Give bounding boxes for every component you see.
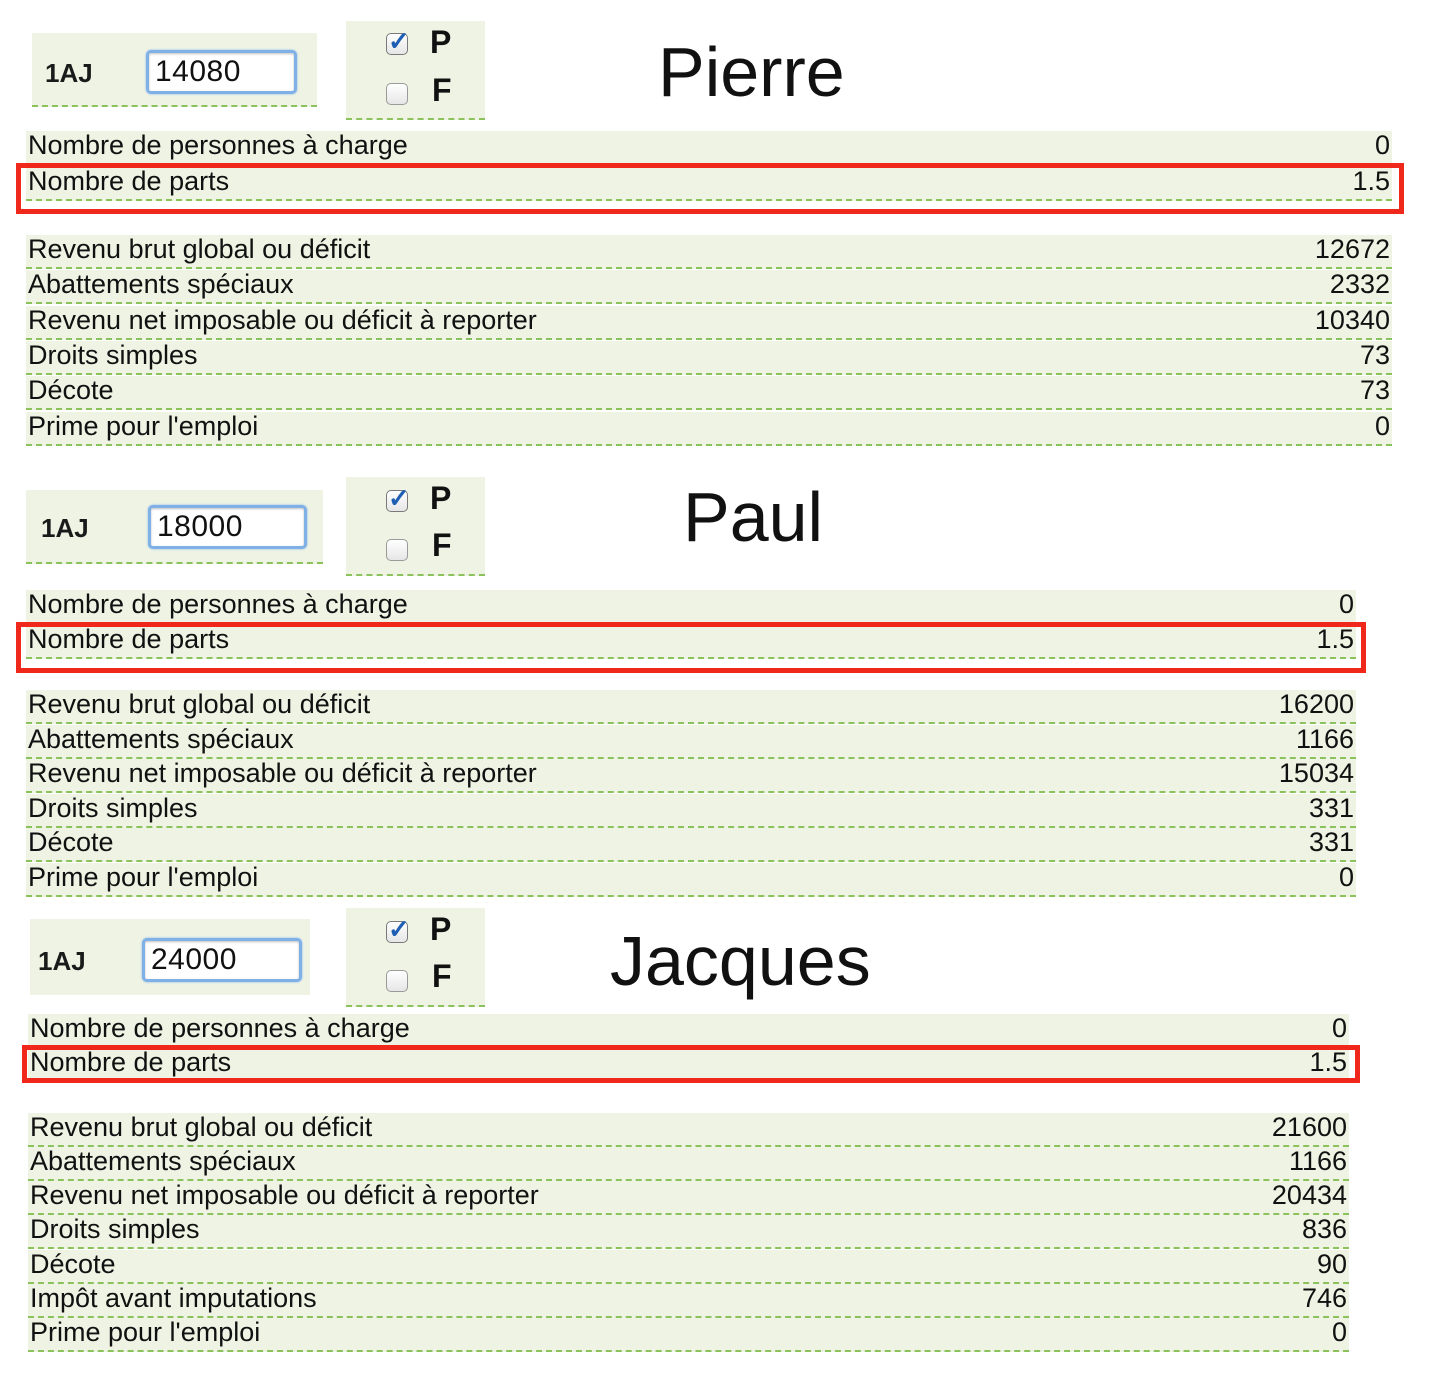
option-p-label: P <box>430 24 452 60</box>
row-label: Impôt avant imputations <box>30 1283 317 1313</box>
row-value: 16200 <box>1278 689 1354 719</box>
row-label: Droits simples <box>30 1214 200 1244</box>
sex-selector <box>346 477 485 576</box>
income-input-1aj[interactable] <box>146 50 297 94</box>
row-label: Droits simples <box>28 340 198 370</box>
row-prime-emploi <box>26 412 1392 446</box>
row-label: Nombre de parts <box>28 166 230 196</box>
row-personnes-a-charge <box>26 590 1356 624</box>
box-code-label: 1AJ <box>45 58 93 88</box>
row-abattements <box>28 1147 1349 1181</box>
checkbox-f[interactable] <box>386 970 408 992</box>
row-label: Revenu net imposable ou déficit à reporter <box>30 1180 539 1210</box>
row-impot-avant-imputations <box>28 1284 1349 1318</box>
row-value: 746 <box>1301 1283 1347 1313</box>
row-value: 836 <box>1301 1214 1347 1244</box>
income-input-1aj[interactable] <box>142 938 302 982</box>
row-prime-emploi <box>26 863 1356 897</box>
row-label: Décote <box>30 1249 116 1279</box>
row-value: 10340 <box>1314 305 1390 335</box>
income-box-1aj <box>32 33 317 107</box>
row-personnes-a-charge <box>26 131 1392 165</box>
row-value: 0 <box>1338 589 1354 619</box>
row-label: Décote <box>28 375 114 405</box>
row-revenu-brut <box>28 1113 1349 1147</box>
person-name: Paul <box>683 478 824 556</box>
row-label: Nombre de personnes à charge <box>30 1013 410 1043</box>
checkbox-f[interactable] <box>386 83 408 105</box>
row-value: 1.5 <box>1316 624 1354 654</box>
income-box-1aj <box>30 919 310 995</box>
checkbox-p[interactable] <box>386 26 410 56</box>
row-abattements <box>26 270 1392 304</box>
row-label: Abattements spéciaux <box>30 1146 296 1176</box>
row-value: 1166 <box>1288 1146 1347 1176</box>
row-label: Droits simples <box>28 793 198 823</box>
row-value: 0 <box>1331 1317 1347 1347</box>
income-box-1aj <box>26 490 323 564</box>
row-label: Prime pour l'emploi <box>28 411 259 441</box>
row-revenu-net <box>26 759 1356 793</box>
highlight-box <box>22 1045 1360 1083</box>
option-f-label: F <box>432 958 452 994</box>
checkbox-p[interactable] <box>386 914 410 944</box>
row-prime-emploi <box>28 1318 1349 1352</box>
check-icon: ✓ <box>388 483 410 513</box>
box-code-label: 1AJ <box>38 946 86 976</box>
check-icon: ✓ <box>388 914 410 944</box>
row-label: Abattements spéciaux <box>28 269 294 299</box>
person-name: Jacques <box>610 922 871 1000</box>
sex-selector <box>346 21 485 120</box>
checkbox-f[interactable] <box>386 539 408 561</box>
row-revenu-brut <box>26 690 1356 724</box>
row-label: Revenu brut global ou déficit <box>28 234 371 264</box>
row-label: Nombre de parts <box>30 1047 232 1077</box>
row-value: 0 <box>1338 862 1354 892</box>
row-value: 2332 <box>1329 269 1390 299</box>
row-revenu-brut <box>26 235 1392 269</box>
checkbox-p[interactable] <box>386 483 410 513</box>
person-name: Pierre <box>658 33 845 111</box>
sex-selector <box>346 908 485 1007</box>
row-decote <box>28 1250 1349 1284</box>
row-value: 1.5 <box>1352 166 1390 196</box>
row-value: 1166 <box>1295 724 1354 754</box>
income-input-1aj[interactable] <box>148 505 307 549</box>
row-personnes-a-charge <box>28 1014 1349 1048</box>
row-value: 12672 <box>1314 234 1390 264</box>
row-value: 15034 <box>1278 758 1354 788</box>
row-value: 20434 <box>1271 1180 1347 1210</box>
row-decote <box>26 376 1392 410</box>
row-value: 1.5 <box>1309 1047 1347 1077</box>
row-decote <box>26 828 1356 862</box>
check-icon: ✓ <box>388 26 410 56</box>
row-label: Revenu net imposable ou déficit à reporter <box>28 305 537 335</box>
highlight-box <box>16 622 1366 673</box>
row-abattements <box>26 725 1356 759</box>
option-p-label: P <box>430 911 452 947</box>
row-label: Revenu brut global ou déficit <box>28 689 371 719</box>
row-value: 331 <box>1308 827 1354 857</box>
box-code-label: 1AJ <box>41 513 89 543</box>
row-label: Nombre de personnes à charge <box>28 130 408 160</box>
row-value: 90 <box>1316 1249 1347 1279</box>
option-f-label: F <box>432 72 452 108</box>
row-droits-simples <box>26 341 1392 375</box>
row-label: Nombre de parts <box>28 624 230 654</box>
row-droits-simples <box>28 1215 1349 1249</box>
row-label: Abattements spéciaux <box>28 724 294 754</box>
row-label: Prime pour l'emploi <box>30 1317 261 1347</box>
row-revenu-net <box>26 306 1392 340</box>
row-value: 73 <box>1359 340 1390 370</box>
highlight-box <box>16 163 1404 214</box>
row-label: Revenu net imposable ou déficit à reporter <box>28 758 537 788</box>
row-revenu-net <box>28 1181 1349 1215</box>
row-droits-simples <box>26 794 1356 828</box>
row-value: 0 <box>1331 1013 1347 1043</box>
row-label: Décote <box>28 827 114 857</box>
row-label: Revenu brut global ou déficit <box>30 1112 373 1142</box>
row-value: 0 <box>1374 411 1390 441</box>
row-value: 331 <box>1308 793 1354 823</box>
option-f-label: F <box>432 527 452 563</box>
option-p-label: P <box>430 480 452 516</box>
row-value: 73 <box>1359 375 1390 405</box>
row-value: 21600 <box>1271 1112 1347 1142</box>
row-label: Nombre de personnes à charge <box>28 589 408 619</box>
row-label: Prime pour l'emploi <box>28 862 259 892</box>
row-value: 0 <box>1374 130 1390 160</box>
